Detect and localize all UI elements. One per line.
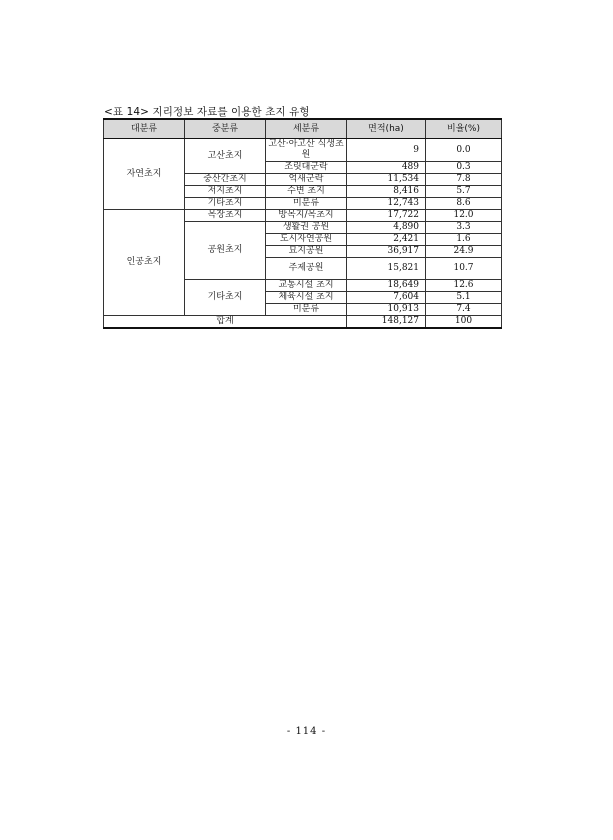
area-cell: 7,604 [347, 292, 426, 304]
area-cell: 4,890 [347, 222, 426, 234]
ratio-cell: 5.7 [426, 186, 502, 198]
sub-category-cell: 조릿대군락 [266, 162, 347, 174]
total-area: 148,127 [347, 316, 426, 329]
area-cell: 11,534 [347, 174, 426, 186]
ratio-cell: 8.6 [426, 198, 502, 210]
area-cell: 17,722 [347, 210, 426, 222]
sub-category-cell: 방목지/목초지 [266, 210, 347, 222]
header-mid-category: 중분류 [185, 119, 266, 139]
mid-category-cell: 고산초지 [185, 139, 266, 174]
sub-category-cell: 억새군락 [266, 174, 347, 186]
ratio-cell: 0.0 [426, 139, 502, 162]
sub-category-cell: 고산·아고산 식생초원 [266, 139, 347, 162]
ratio-cell: 0.3 [426, 162, 502, 174]
area-cell: 36,917 [347, 246, 426, 258]
area-cell: 9 [347, 139, 426, 162]
header-area: 면적(ha) [347, 119, 426, 139]
page-number: - 114 - [286, 726, 327, 737]
sub-category-cell: 생활권 공원 [266, 222, 347, 234]
mid-category-cell: 공원초지 [185, 222, 266, 280]
mid-category-cell: 목장초지 [185, 210, 266, 222]
header-ratio: 비율(%) [426, 119, 502, 139]
major-category-cell: 인공초지 [104, 210, 185, 316]
ratio-cell: 5.1 [426, 292, 502, 304]
table-total-row [104, 316, 502, 329]
area-cell: 2,421 [347, 234, 426, 246]
table-row [104, 210, 502, 222]
ratio-cell: 10.7 [426, 258, 502, 280]
ratio-cell: 24.9 [426, 246, 502, 258]
ratio-cell: 3.3 [426, 222, 502, 234]
mid-category-cell: 기타초지 [185, 198, 266, 210]
total-ratio: 100 [426, 316, 502, 329]
total-label: 합계 [104, 316, 347, 329]
sub-category-cell: 수변 초지 [266, 186, 347, 198]
sub-category-cell: 미분류 [266, 304, 347, 316]
header-major-category: 대분류 [104, 119, 185, 139]
ratio-cell: 7.8 [426, 174, 502, 186]
sub-category-cell: 체육시설 초지 [266, 292, 347, 304]
area-cell: 10,913 [347, 304, 426, 316]
table-row [104, 139, 502, 162]
sub-category-cell: 묘지공원 [266, 246, 347, 258]
mid-category-cell: 중산간초지 [185, 174, 266, 186]
ratio-cell: 1.6 [426, 234, 502, 246]
mid-category-cell: 저지초지 [185, 186, 266, 198]
sub-category-cell: 교통시설 초지 [266, 280, 347, 292]
area-cell: 489 [347, 162, 426, 174]
area-cell: 15,821 [347, 258, 426, 280]
ratio-cell: 7.4 [426, 304, 502, 316]
grassland-type-table [103, 118, 502, 329]
table-header-row [104, 119, 502, 139]
area-cell: 8,416 [347, 186, 426, 198]
mid-category-cell: 기타초지 [185, 280, 266, 316]
ratio-cell: 12.6 [426, 280, 502, 292]
sub-category-cell: 미분류 [266, 198, 347, 210]
header-sub-category: 세분류 [266, 119, 347, 139]
sub-category-cell: 도시자연공원 [266, 234, 347, 246]
major-category-cell: 자연초지 [104, 139, 185, 210]
sub-category-cell: 주제공원 [266, 258, 347, 280]
table-caption: <표 14> 지리정보 자료를 이용한 초지 유형 [104, 106, 310, 118]
area-cell: 12,743 [347, 198, 426, 210]
ratio-cell: 12.0 [426, 210, 502, 222]
area-cell: 18,649 [347, 280, 426, 292]
